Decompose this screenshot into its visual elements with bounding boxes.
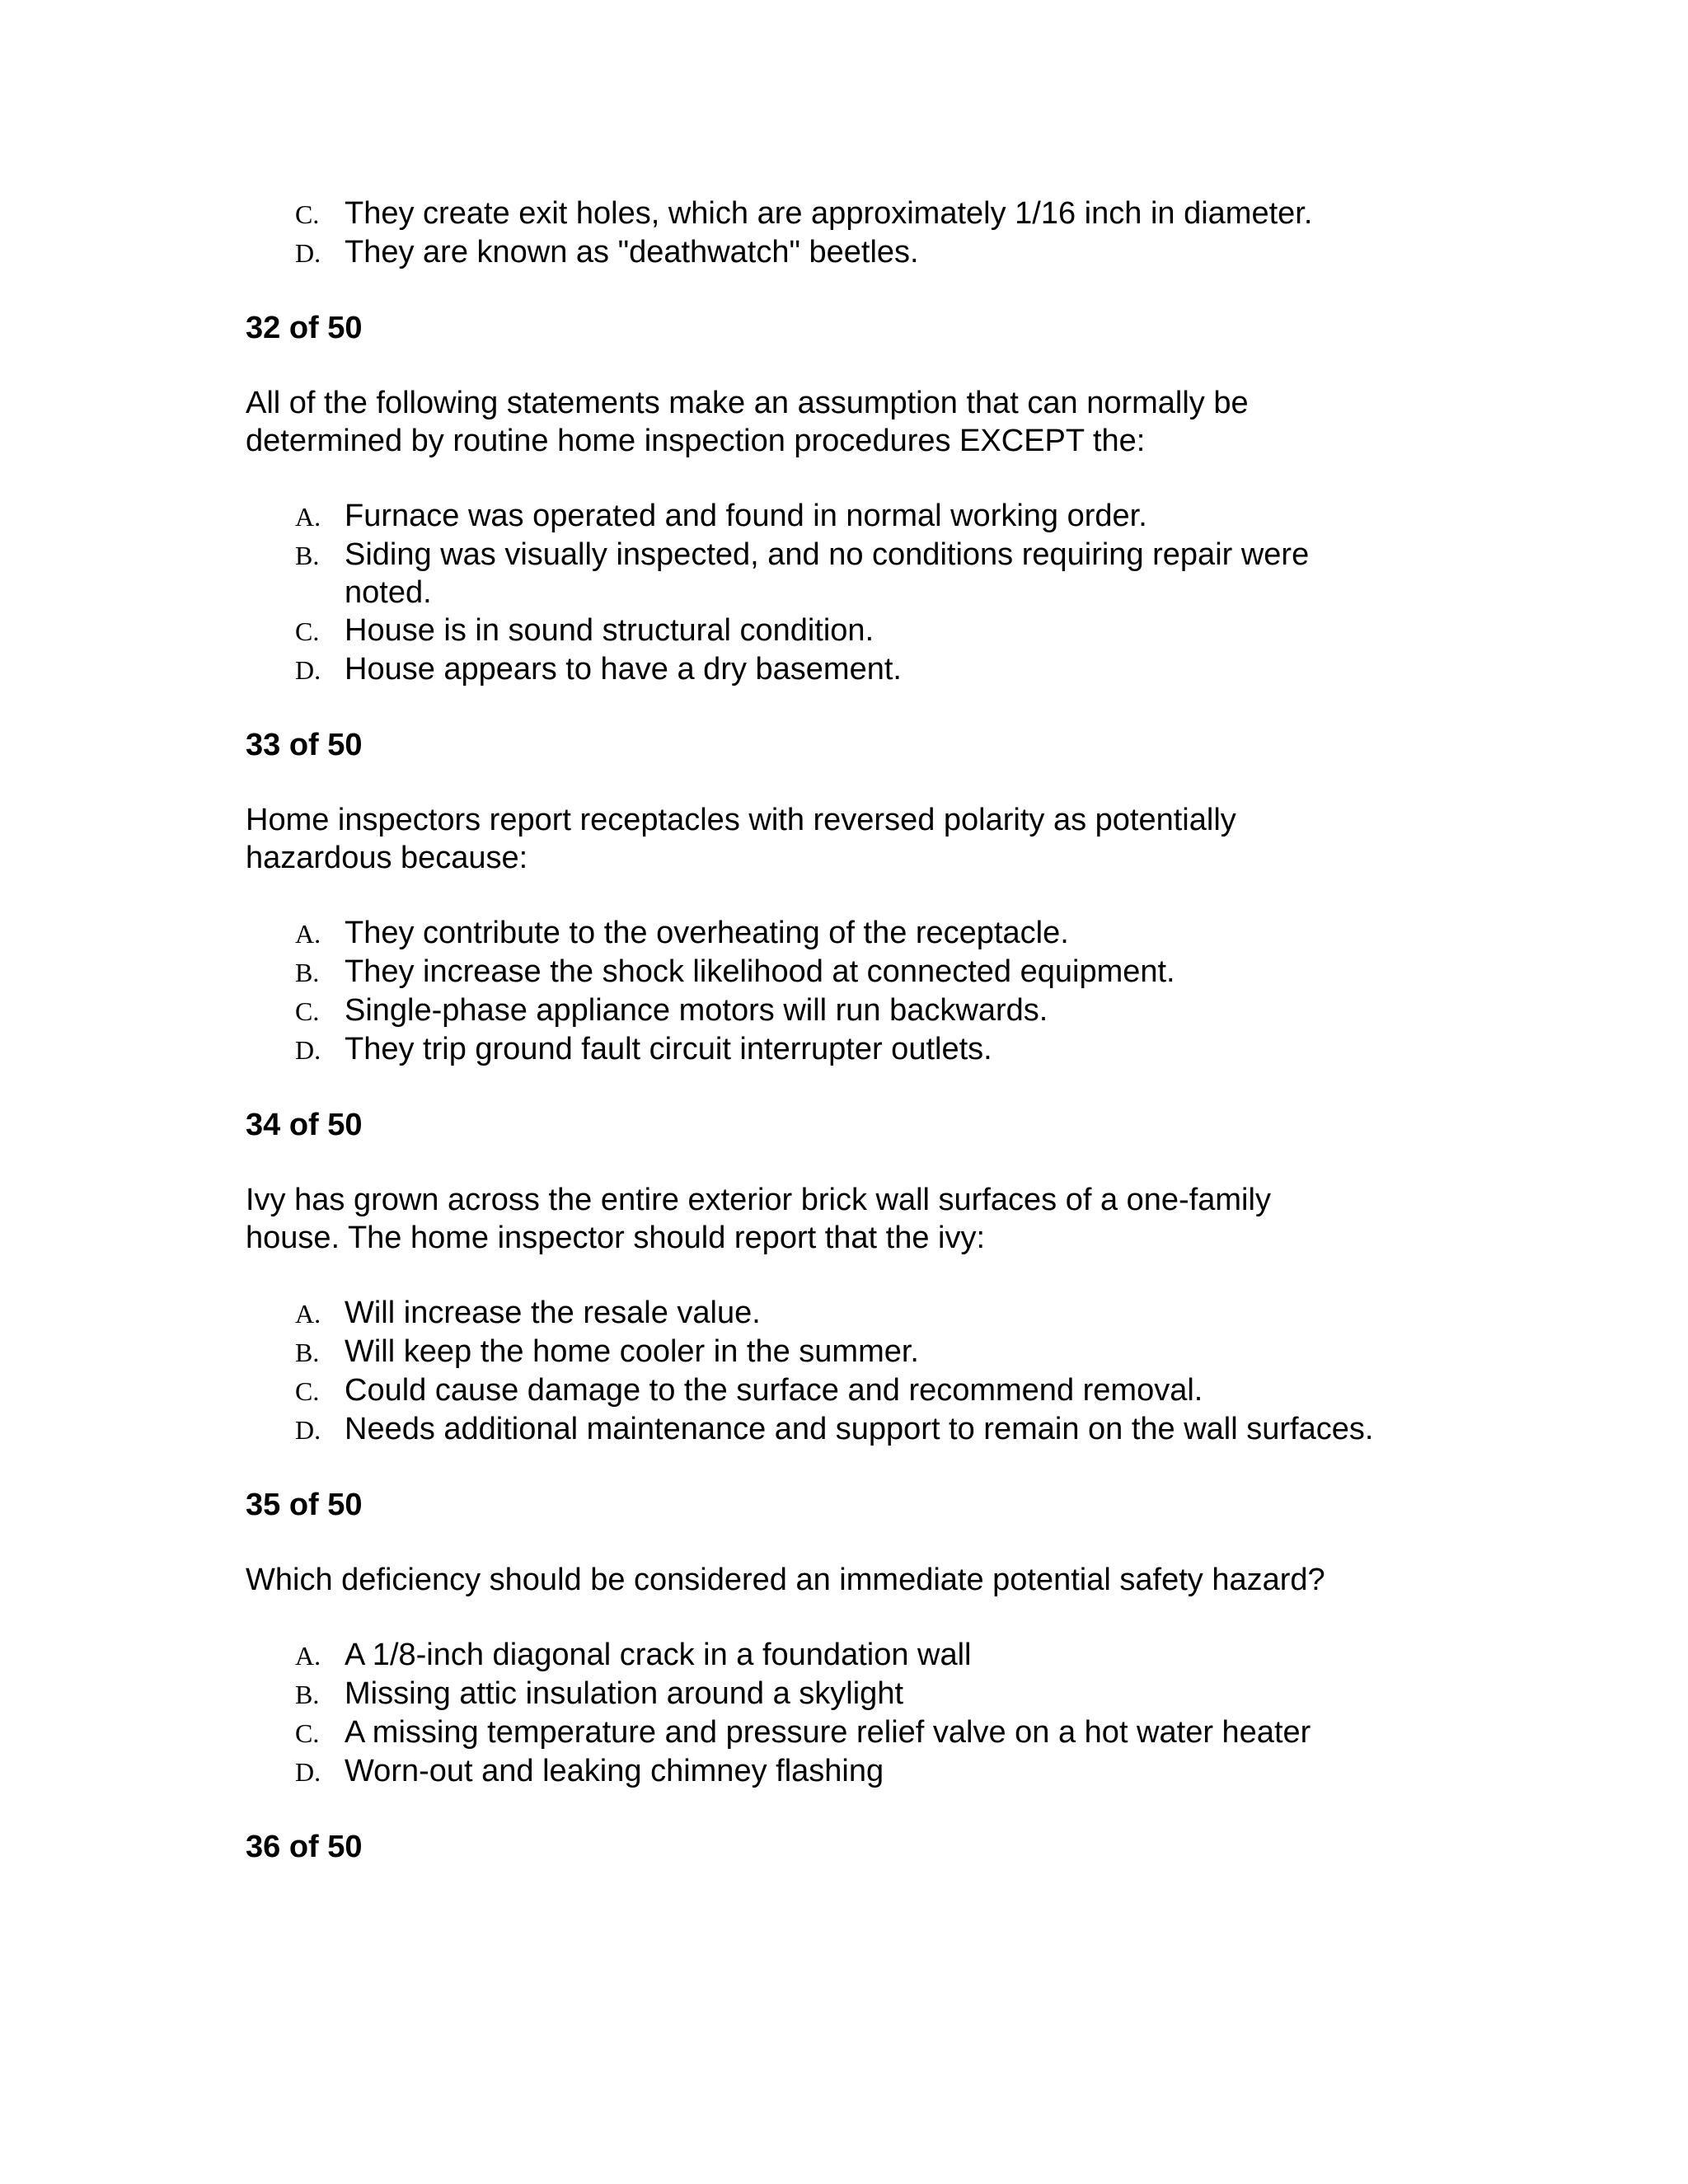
question-number: 36 of 50 xyxy=(246,1830,363,1864)
option-item xyxy=(246,1333,1441,1371)
option-item xyxy=(246,1371,1441,1410)
option-text: A missing temperature and pressure relief valve on a hot water heater xyxy=(345,1715,1311,1750)
option-item xyxy=(246,497,1441,536)
option-text: Could cause damage to the surface and recommend removal. xyxy=(345,1373,1203,1408)
option-item xyxy=(246,953,1441,991)
options-list xyxy=(246,1636,1441,1791)
question-block xyxy=(246,1486,1441,1791)
option-item xyxy=(246,1030,1441,1069)
option-text: They increase the shock likelihood at connected equipment. xyxy=(345,954,1175,989)
option-text: They contribute to the overheating of the receptacle. xyxy=(345,916,1069,950)
option-letter: D. xyxy=(295,1415,321,1445)
option-item xyxy=(246,194,1441,233)
option-text: Worn-out and leaking chimney flashing xyxy=(345,1754,884,1788)
question-block xyxy=(246,726,1441,1069)
option-letter: A. xyxy=(295,919,321,949)
option-text: Furnace was operated and found in normal working order. xyxy=(345,499,1147,533)
continued-options-list xyxy=(246,194,1441,272)
option-letter: C. xyxy=(295,996,320,1026)
option-item xyxy=(246,1636,1441,1675)
option-item xyxy=(246,650,1441,689)
option-item xyxy=(246,1675,1441,1713)
option-text: Missing attic insulation around a skylight xyxy=(345,1676,904,1711)
option-text: A 1/8-inch diagonal crack in a foundation wall xyxy=(345,1638,972,1672)
option-item xyxy=(246,536,1441,612)
option-letter: B. xyxy=(295,541,320,570)
question-text: All of the following statements make an assumption that can normally be determined by routine home inspection procedures EXCEPT the: xyxy=(246,386,1249,458)
option-text: Single-phase appliance motors will run backwards. xyxy=(345,993,1048,1028)
option-item xyxy=(246,1294,1441,1333)
option-text: House appears to have a dry basement. xyxy=(345,652,902,687)
question-text: Home inspectors report receptacles with reversed polarity as potentially hazardous because: xyxy=(246,803,1236,875)
option-letter: B. xyxy=(295,958,320,987)
option-letter: C. xyxy=(295,1718,320,1748)
option-text: They create exit holes, which are approximately 1/16 inch in diameter. xyxy=(345,196,1313,231)
option-item xyxy=(246,914,1441,953)
option-letter: D. xyxy=(295,655,321,685)
option-letter: C. xyxy=(295,616,320,646)
option-letter: A. xyxy=(295,1641,321,1671)
options-list xyxy=(246,497,1441,689)
question-text: Which deficiency should be considered an immediate potential safety hazard? xyxy=(246,1563,1325,1597)
question-block xyxy=(246,1106,1441,1449)
question-block xyxy=(246,309,1441,689)
question-number: 35 of 50 xyxy=(246,1488,363,1522)
options-list xyxy=(246,1294,1441,1449)
option-text: Will increase the resale value. xyxy=(345,1296,761,1330)
option-text: They are known as "deathwatch" beetles. xyxy=(345,235,919,269)
question-number: 34 of 50 xyxy=(246,1108,363,1142)
question-text: Ivy has grown across the entire exterior brick wall surfaces of a one-family house. The home inspector should report that the ivy: xyxy=(246,1183,1271,1255)
option-letter: D. xyxy=(295,1757,321,1787)
option-text: House is in sound structural condition. xyxy=(345,613,874,648)
option-item xyxy=(246,1752,1441,1791)
option-text: Needs additional maintenance and support to remain on the wall surfaces. xyxy=(345,1412,1374,1446)
option-text: Will keep the home cooler in the summer. xyxy=(345,1334,919,1369)
question-number: 32 of 50 xyxy=(246,311,363,345)
question-block xyxy=(246,1828,1441,1866)
option-item xyxy=(246,1713,1441,1752)
option-letter: D. xyxy=(295,238,321,268)
option-letter: B. xyxy=(295,1338,320,1367)
option-letter: C. xyxy=(295,1376,320,1406)
document-page xyxy=(246,194,1441,1866)
question-number: 33 of 50 xyxy=(246,728,363,762)
option-item xyxy=(246,612,1441,650)
option-letter: A. xyxy=(295,1299,321,1329)
option-item xyxy=(246,233,1441,272)
options-list xyxy=(246,914,1441,1069)
option-letter: C. xyxy=(295,199,320,229)
option-letter: A. xyxy=(295,502,321,532)
option-item xyxy=(246,991,1441,1030)
option-letter: D. xyxy=(295,1035,321,1065)
option-text: They trip ground fault circuit interrupter outlets. xyxy=(345,1032,992,1066)
option-text: Siding was visually inspected, and no conditions requiring repair were noted. xyxy=(345,537,1310,610)
option-letter: B. xyxy=(295,1680,320,1709)
option-item xyxy=(246,1410,1441,1449)
